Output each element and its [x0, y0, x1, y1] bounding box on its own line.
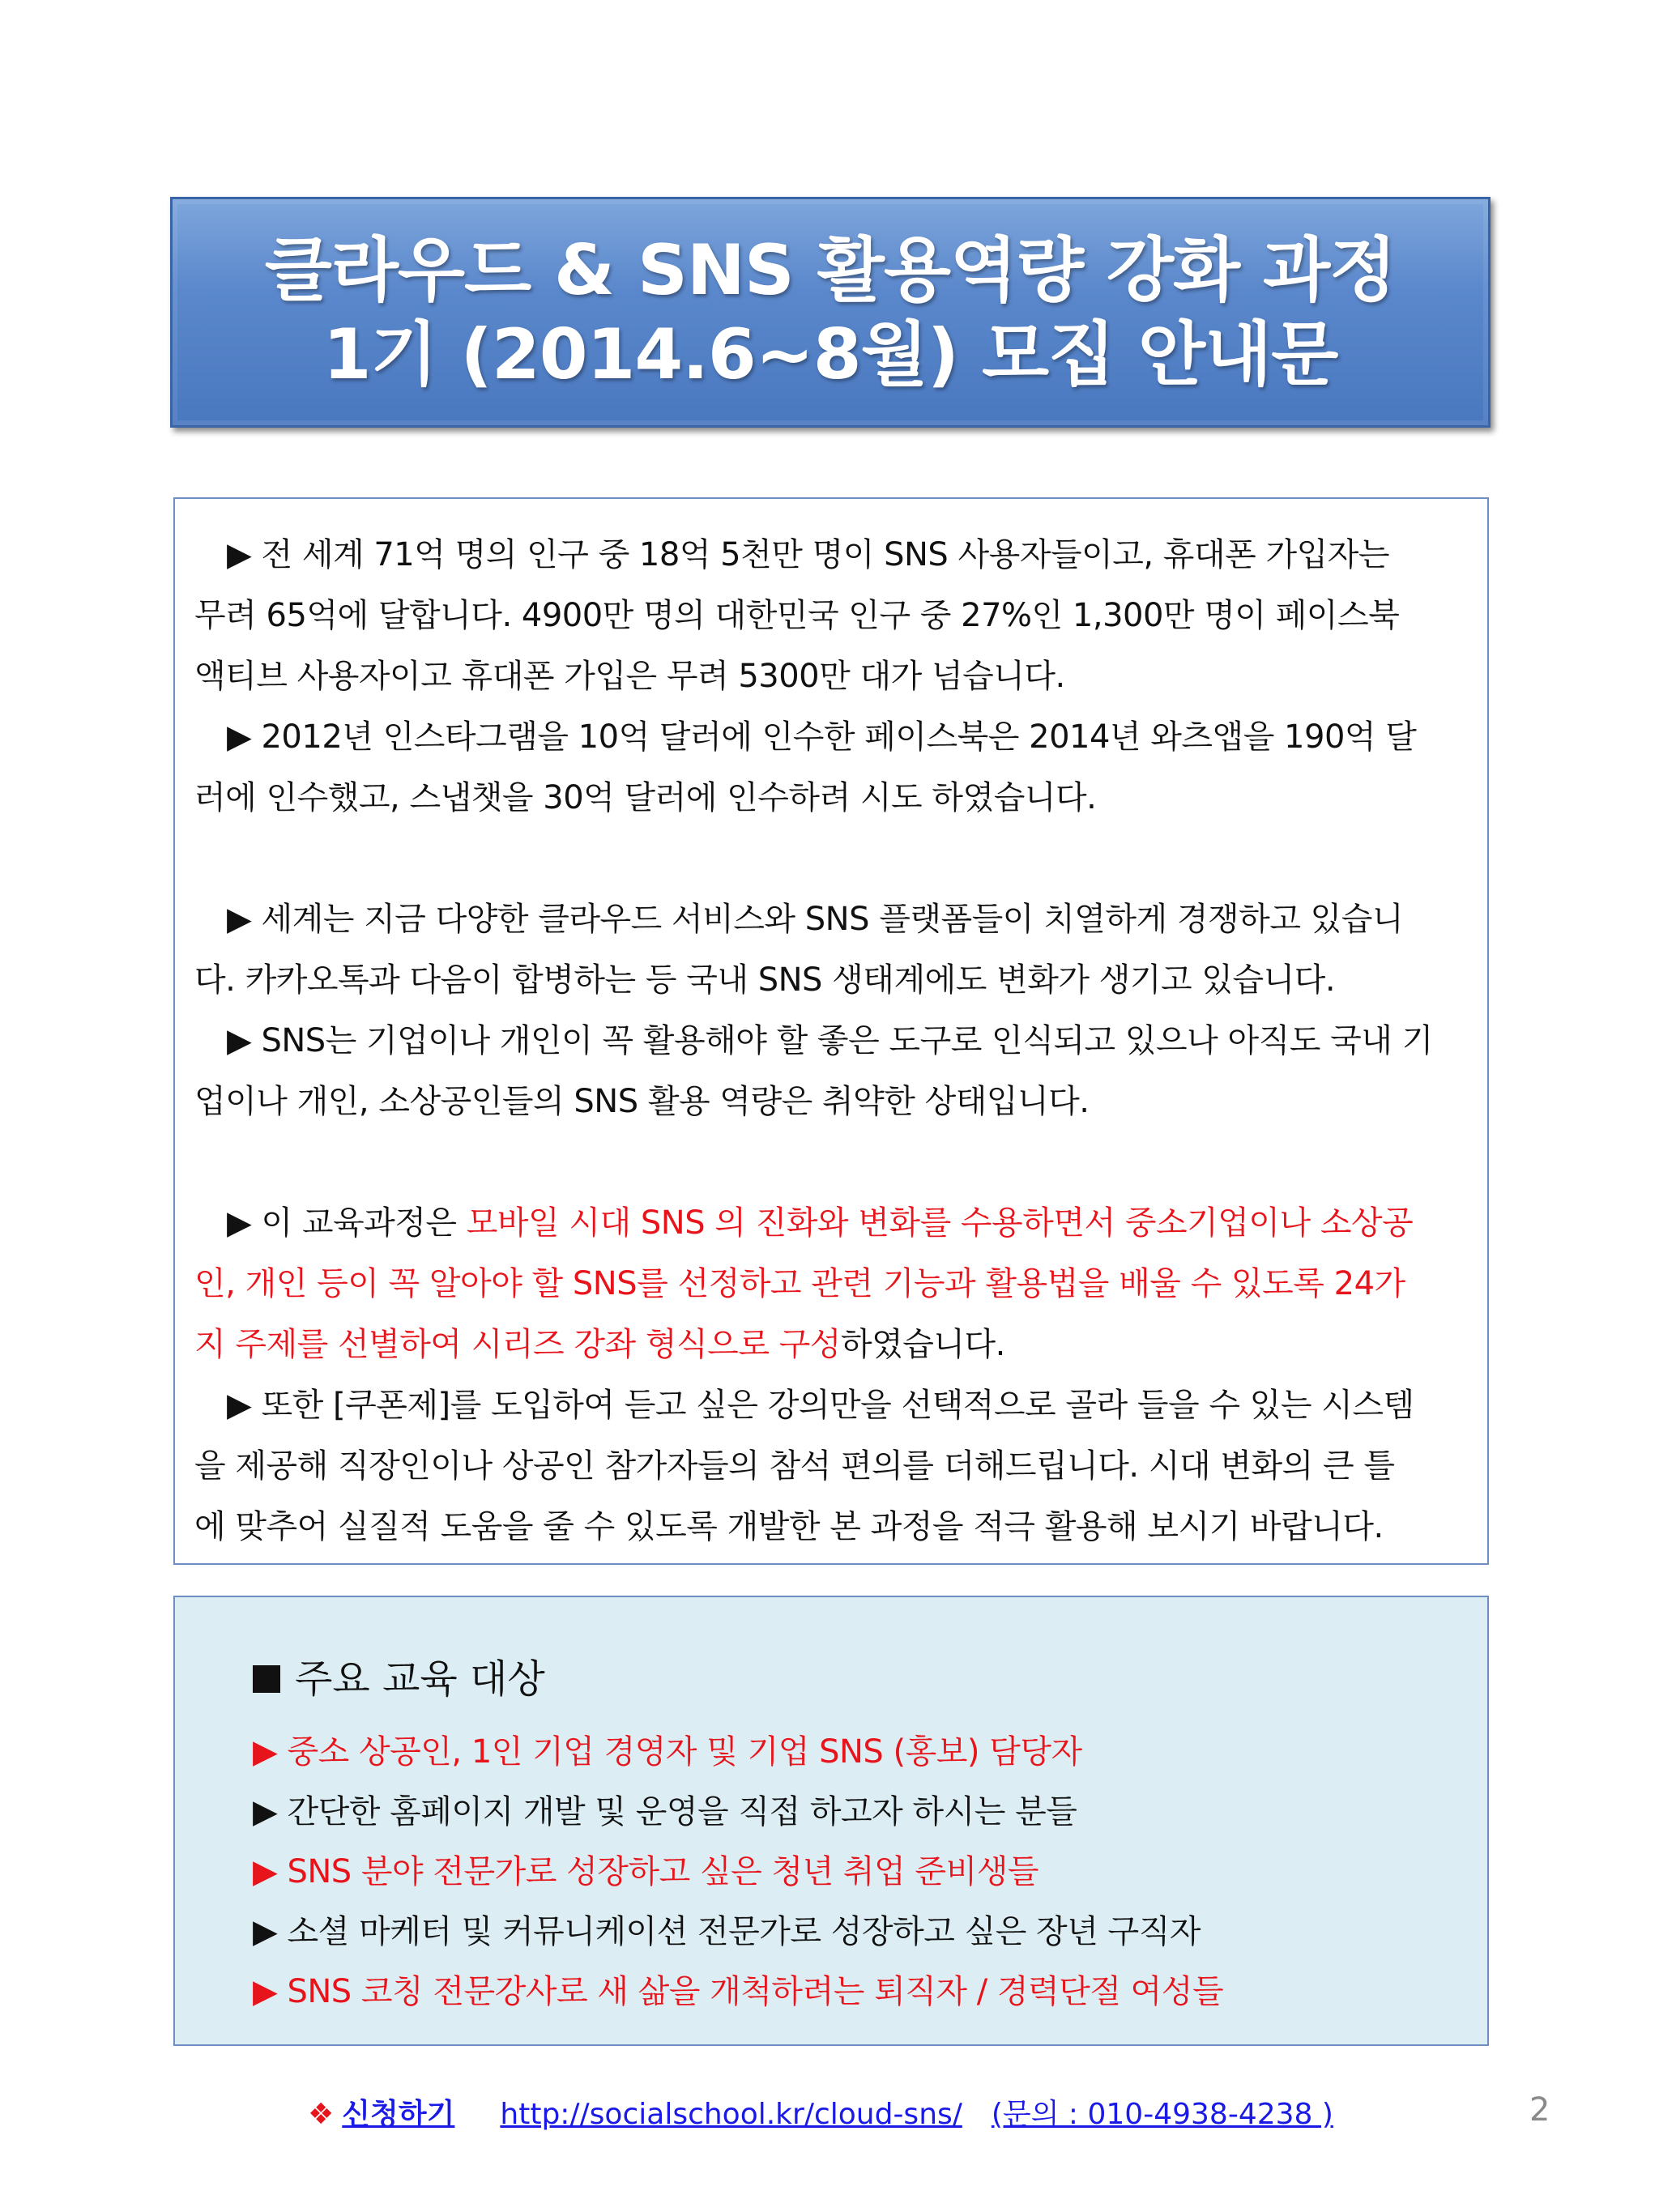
diamond-bullet-icon: ❖	[308, 2098, 335, 2131]
intro-paragraph-4	[194, 1011, 1466, 1132]
intro-box	[173, 497, 1489, 1565]
intro-paragraph-5	[194, 1193, 1466, 1375]
intro-p1-line2: 무려 65억에 달합니다. 4900만 명의 대한민국 인구 중 27%인 1,300만 명이 페이스북	[194, 597, 1400, 634]
intro-p5-prefix: ▶ 이 교육과정은	[227, 1204, 467, 1242]
intro-p5-highlight-1: 모바일 시대 SNS 의 진화와 변화를 수용하면서 중소기업이나 소상공	[466, 1204, 1414, 1242]
intro-p4-line2: 업이나 개인, 소상공인들의 SNS 활용 역량은 취약한 상태입니다.	[194, 1083, 1090, 1120]
black-square-icon	[253, 1665, 280, 1693]
intro-p6-line1: ▶ 또한 [쿠폰제]를 도입하여 듣고 싶은 강의만을 선택적으로 골라 들을 수 있는 시스템	[227, 1387, 1414, 1424]
contact-phone: (문의 : 010-4938-4238 )	[991, 2098, 1333, 2131]
intro-p1-line3: 액티브 사용자이고 휴대폰 가입은 무려 5300만 대가 넘습니다.	[194, 658, 1065, 695]
intro-p5-highlight-3: 지 주제를 선별하여 시리즈 강좌 형식으로 구성	[194, 1326, 841, 1363]
page-number: 2	[1529, 2091, 1550, 2129]
target-item-1: ▶ 중소 상공인, 1인 기업 경영자 및 기업 SNS (홍보) 담당자	[253, 1733, 1082, 1771]
target-item-5: ▶ SNS 코칭 전문강사로 새 삶을 개척하려는 퇴직자 / 경력단절 여성들	[253, 1973, 1224, 2010]
signup-url-link[interactable]: http://socialschool.kr/cloud-sns/	[500, 2098, 962, 2131]
intro-p1-line1: ▶ 전 세계 71억 명의 인구 중 18억 5천만 명이 SNS 사용자들이고, 휴대폰 가입자는	[227, 536, 1389, 573]
title-banner	[170, 197, 1491, 428]
intro-p2-line1: ▶ 2012년 인스타그램을 10억 달러에 인수한 페이스북은 2014년 와츠앱을 190억 달	[227, 718, 1417, 756]
apply-link[interactable]: 신청하기	[342, 2098, 455, 2131]
title-line-2: 1기 (2014.6~8월) 모집 안내문	[322, 313, 1338, 395]
intro-p5-suffix: 하였습니다.	[840, 1326, 1005, 1363]
title-line-1: 클라우드 & SNS 활용역량 강화 과정	[264, 229, 1397, 311]
target-item-4: ▶ 소셜 마케터 및 커뮤니케이션 전문가로 성장하고 싶은 장년 구직자	[253, 1913, 1201, 1950]
target-item-3: ▶ SNS 분야 전문가로 성장하고 싶은 청년 취업 준비생들	[253, 1853, 1038, 1890]
intro-p5-highlight-2: 인, 개인 등이 꼭 알아야 할 SNS를 선정하고 관련 기능과 활용법을 배울 수 있도록 24가	[194, 1265, 1405, 1302]
intro-p3-line2: 다. 카카오톡과 다음이 합병하는 등 국내 SNS 생태계에도 변화가 생기고 있습니다.	[194, 961, 1336, 999]
target-heading	[253, 1643, 1487, 1715]
target-audience-box	[173, 1596, 1489, 2046]
intro-paragraph-3	[194, 889, 1466, 1011]
intro-p6-line2: 을 제공해 직장인이나 상공인 참가자들의 참석 편의를 더해드립니다. 시대 변화의 큰 틀	[194, 1447, 1395, 1485]
footer	[308, 2095, 1333, 2135]
intro-p4-line1: ▶ SNS는 기업이나 개인이 꼭 활용해야 할 좋은 도구로 인식되고 있으나 아직도 국내 기	[227, 1022, 1433, 1059]
intro-paragraph-1	[194, 525, 1466, 707]
intro-paragraph-6	[194, 1375, 1466, 1558]
intro-paragraph-2	[194, 707, 1466, 829]
intro-p3-line1: ▶ 세계는 지금 다양한 클라우드 서비스와 SNS 플랫폼들이 치열하게 경쟁하고 있습니	[227, 901, 1404, 938]
target-heading-text: 주요 교육 대상	[295, 1656, 545, 1702]
intro-p6-line3: 에 맞추어 실질적 도움을 줄 수 있도록 개발한 본 과정을 적극 활용해 보시기 바랍니다.	[194, 1508, 1384, 1545]
intro-p2-line2: 러에 인수했고, 스냅챗을 30억 달러에 인수하려 시도 하였습니다.	[194, 779, 1097, 816]
target-item-2: ▶ 간단한 홈페이지 개발 및 운영을 직접 하고자 하시는 분들	[253, 1793, 1077, 1831]
